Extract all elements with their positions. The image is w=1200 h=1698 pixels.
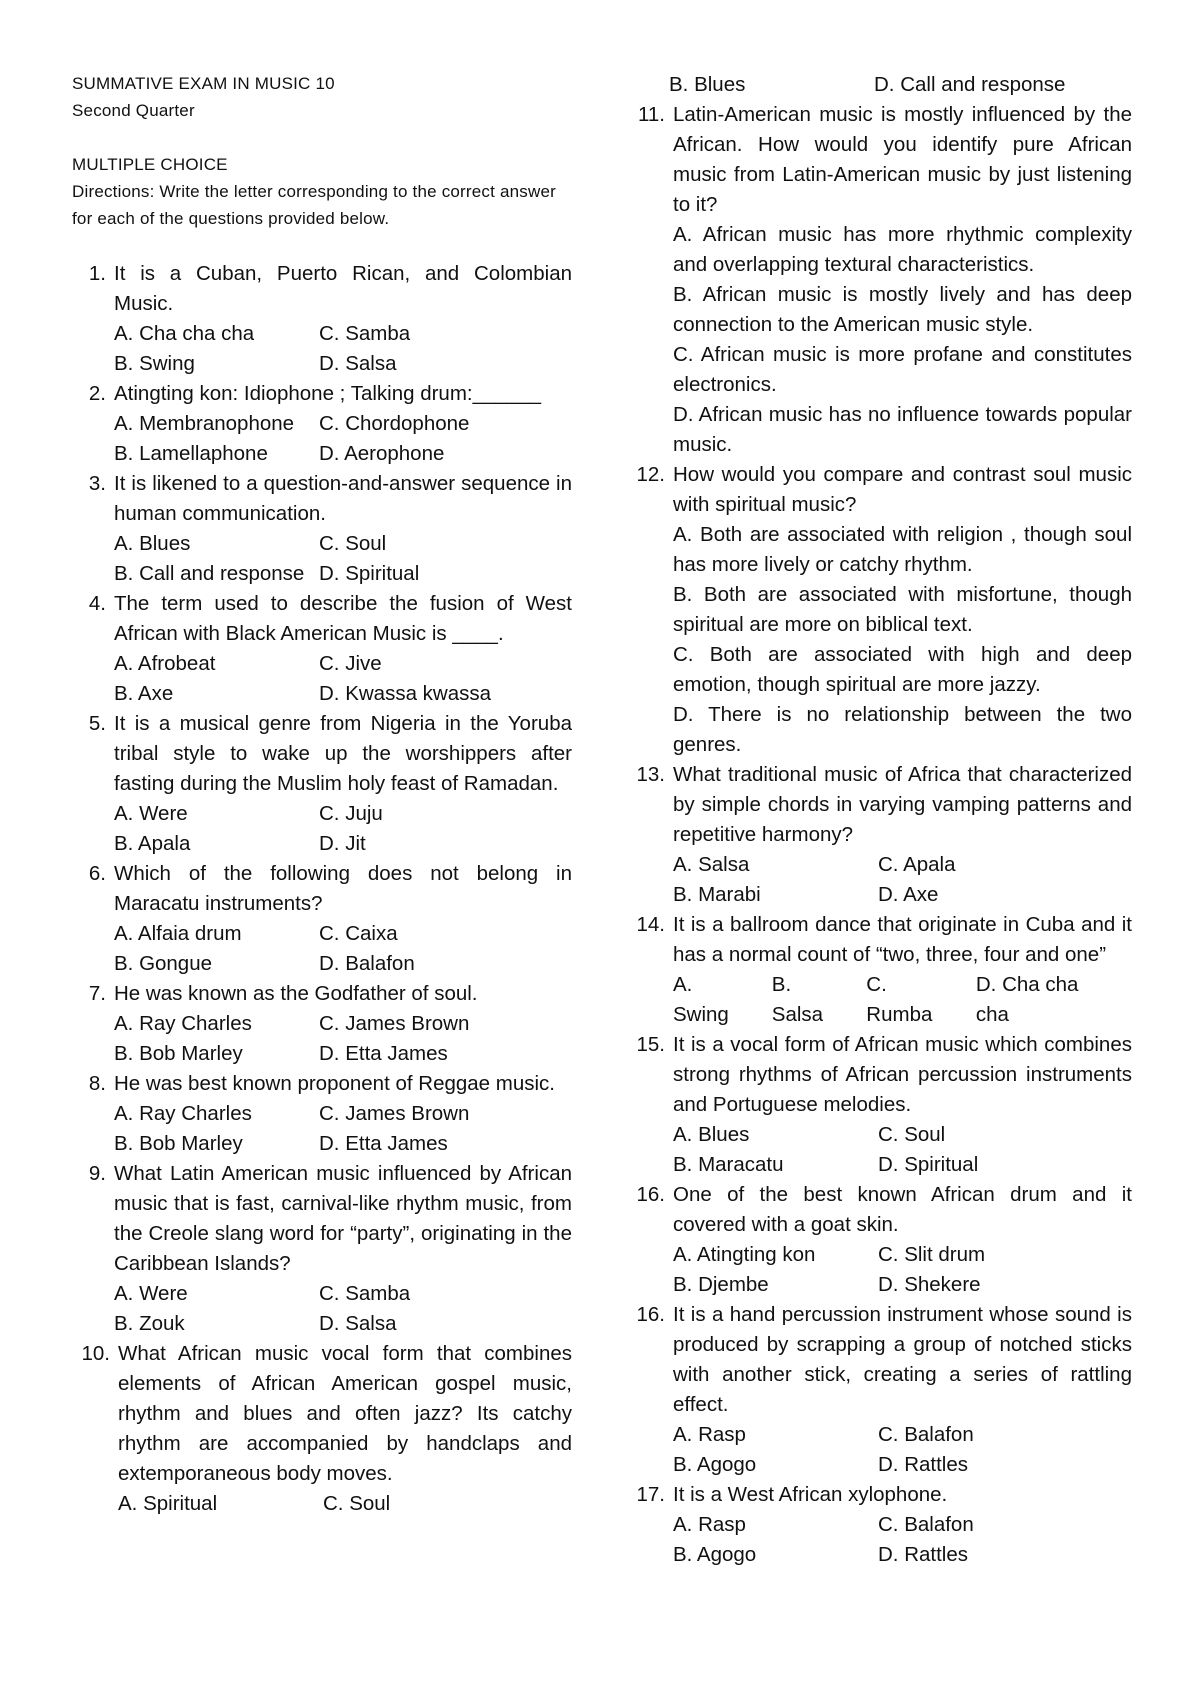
question-stem	[627, 1180, 1132, 1240]
answer-choice-row	[627, 700, 1132, 760]
question-number: 8.	[88, 1072, 106, 1095]
question-item	[627, 1030, 1132, 1180]
question-item	[72, 1339, 572, 1519]
question-number: 9.	[88, 1162, 106, 1185]
question-text: It is a musical genre from Nigeria in the Yoruba tribal style to wake up the worshippers after fasting during the Muslim holy feast of Ramadan.	[114, 712, 572, 795]
answer-choice: D. Spiritual	[319, 562, 420, 585]
answer-choice: B. Swing	[114, 352, 195, 375]
answer-choice: C. Juju	[319, 802, 383, 825]
answer-choice-row	[627, 220, 1132, 280]
answer-choice: C. Rumba	[866, 973, 933, 1026]
answer-choice: C. James Brown	[319, 1102, 470, 1125]
question-number: 6.	[88, 862, 106, 885]
question-text: It is a ballroom dance that originate in Cuba and it has a normal count of “two, three, four and one”	[673, 913, 1132, 966]
answer-choice: A. Swing	[673, 973, 729, 1026]
answer-choice-row	[72, 679, 572, 709]
answer-choice: D. Salsa	[319, 1312, 397, 1335]
answer-choice: A. Spiritual	[118, 1492, 218, 1515]
question-stem	[627, 1300, 1132, 1420]
question-text: It is a West African xylophone.	[673, 1483, 948, 1506]
answer-choice-row	[72, 1279, 572, 1309]
answer-choice: B. Axe	[114, 682, 174, 705]
question-item	[72, 589, 572, 709]
answer-choice: B. Both are associated with misfortune, though spiritual are more on biblical text.	[673, 583, 1132, 636]
answer-choice-row	[627, 280, 1132, 340]
section-title: MULTIPLE CHOICE	[72, 155, 228, 174]
answer-choice: B. Apala	[114, 832, 191, 855]
answer-choice-row	[627, 1120, 1132, 1150]
answer-choice: B. Gongue	[114, 952, 213, 975]
answer-choice: D. Etta James	[319, 1132, 448, 1155]
left-question-list	[72, 259, 572, 1519]
question-text: What traditional music of Africa that characterized by simple chords in varying vamping patterns and repetitive harmony?	[673, 763, 1132, 846]
question-text: It is a hand percussion instrument whose sound is produced by scrapping a group of notched sticks with another stick, creating a series of rattling effect.	[673, 1303, 1132, 1416]
answer-choice: D. Shekere	[878, 1273, 981, 1296]
answer-choice: A. Were	[114, 802, 188, 825]
answer-choice-row	[627, 400, 1132, 460]
answer-choice: C. Samba	[319, 322, 411, 345]
question-number: 11.	[638, 103, 665, 126]
answer-choice-row	[627, 1420, 1132, 1450]
question-item	[627, 460, 1132, 760]
right-question-list	[627, 70, 1132, 1570]
answer-choice: B. Call and response	[114, 562, 305, 585]
question-item	[72, 1159, 572, 1339]
answer-choice-row	[627, 580, 1132, 640]
answer-choice-row	[72, 1039, 572, 1069]
answer-choice: A. Membranophone	[114, 412, 295, 435]
question-number: 3.	[88, 472, 106, 495]
answer-choice: A. Ray Charles	[114, 1012, 252, 1035]
answer-choice: D. Etta James	[319, 1042, 448, 1065]
question-item	[627, 910, 1132, 1030]
question-text: How would you compare and contrast soul music with spiritual music?	[673, 463, 1132, 516]
question-stem	[72, 1339, 572, 1489]
answer-choice: A. Were	[114, 1282, 188, 1305]
answer-choice: D. Rattles	[878, 1543, 968, 1566]
answer-choice-row	[72, 1099, 572, 1129]
question-text: Latin-American music is mostly influenced by the African. How would you identify pure African music from Latin-American music by just listening to it?	[673, 103, 1132, 216]
answer-choice: A. Atingting kon	[673, 1243, 816, 1266]
question-number: 16.	[636, 1303, 665, 1326]
question-item	[627, 100, 1132, 460]
question-item	[72, 259, 572, 379]
answer-choice: B. Agogo	[673, 1453, 757, 1476]
question-text: It is a Cuban, Puerto Rican, and Colombian Music.	[114, 262, 572, 315]
question-text: Which of the following does not belong in Maracatu instruments?	[114, 862, 572, 915]
answer-choice: A. Afrobeat	[114, 652, 216, 675]
question-stem	[627, 100, 1132, 220]
answer-choice: D. Rattles	[878, 1453, 968, 1476]
answer-choice-row	[72, 319, 572, 349]
answer-choice-row	[627, 970, 1132, 1030]
question-item	[627, 760, 1132, 910]
question-number: 15.	[636, 1033, 665, 1056]
answer-choice-row	[72, 1489, 572, 1519]
answer-choice: A. Rasp	[673, 1423, 746, 1446]
question-text: He was best known proponent of Reggae music.	[114, 1072, 556, 1095]
answer-choice: A. African music has more rhythmic complexity and overlapping textural characteristics.	[673, 223, 1132, 276]
question-text: He was known as the Godfather of soul.	[114, 982, 478, 1005]
answer-choice: B. African music is mostly lively and has deep connection to the American music style.	[673, 283, 1132, 336]
answer-choice-row	[72, 439, 572, 469]
answer-choice: C. Samba	[319, 1282, 411, 1305]
answer-choice-row	[627, 1150, 1132, 1180]
answer-choice-row	[627, 880, 1132, 910]
question-number: 5.	[88, 712, 106, 735]
answer-choice-row	[72, 559, 572, 589]
answer-choice-row	[627, 1540, 1132, 1570]
answer-choice: D. Spiritual	[878, 1153, 979, 1176]
answer-choice: C. Balafon	[878, 1423, 974, 1446]
answer-choice: D. Axe	[878, 883, 939, 906]
question-stem	[627, 1030, 1132, 1120]
answer-choice: B. Bob Marley	[114, 1132, 243, 1155]
answer-choice: D. Aerophone	[319, 442, 445, 465]
answer-choice: B. Bob Marley	[114, 1042, 243, 1065]
answer-choice-row	[627, 1240, 1132, 1270]
answer-choice: C. Slit drum	[878, 1243, 986, 1266]
answer-choice-row	[72, 1009, 572, 1039]
answer-choice-row	[627, 850, 1132, 880]
question-stem	[627, 460, 1132, 520]
answer-choice-row	[627, 1450, 1132, 1480]
answer-choice: C. Both are associated with high and deep emotion, though spiritual are more jazzy.	[673, 643, 1132, 696]
question-item	[627, 1180, 1132, 1300]
answer-choice-row	[72, 799, 572, 829]
question-number: 10.	[81, 1342, 110, 1365]
answer-choice-row	[72, 829, 572, 859]
answer-choice: D. Cha cha cha	[975, 973, 1079, 1026]
answer-choice: A. Ray Charles	[114, 1102, 252, 1125]
answer-choice-row	[627, 340, 1132, 400]
answer-choice: D. Salsa	[319, 352, 397, 375]
answer-choice: C. African music is more profane and constitutes electronics.	[673, 343, 1132, 396]
left-column	[72, 70, 572, 1519]
question-item	[627, 70, 1132, 100]
answer-choice-row	[72, 919, 572, 949]
answer-choice-row	[72, 349, 572, 379]
answer-choice: D. African music has no influence towards popular music.	[673, 403, 1132, 456]
answer-choice: A. Cha cha cha	[114, 322, 255, 345]
question-number: 12.	[636, 463, 665, 486]
question-number: 13.	[636, 763, 665, 786]
answer-choice: C. Soul	[323, 1492, 391, 1515]
question-stem	[72, 859, 572, 919]
directions-text: Directions: Write the letter corresponding to the correct answer for each of the questions provided below.	[72, 182, 556, 228]
question-text: The term used to describe the fusion of West African with Black American Music is ____.	[114, 592, 572, 645]
answer-choice: D. There is no relationship between the two genres.	[673, 703, 1132, 756]
answer-choice: C. Soul	[319, 532, 387, 555]
question-stem	[72, 1159, 572, 1279]
answer-choice: C. Apala	[878, 853, 956, 876]
answer-choice: D. Balafon	[319, 952, 415, 975]
answer-choice: D. Call and response	[874, 73, 1066, 96]
question-text: What African music vocal form that combines elements of African American gospel music, rhythm and blues and often jazz? Its catchy rhythm are accompanied by handclaps and extemporaneous body moves.	[118, 1342, 572, 1485]
question-stem	[72, 589, 572, 649]
answer-choice: A. Alfaia drum	[114, 922, 242, 945]
answer-choice: B. Salsa	[771, 973, 824, 1026]
question-text: Atingting kon: Idiophone ; Talking drum:______	[114, 382, 542, 405]
question-stem	[627, 1480, 1132, 1510]
question-item	[72, 379, 572, 469]
question-item	[72, 709, 572, 859]
answer-choice: B. Maracatu	[673, 1153, 784, 1176]
question-item	[72, 979, 572, 1069]
question-number: 14.	[636, 913, 665, 936]
question-text: It is a vocal form of African music which combines strong rhythms of African percussion instruments and Portuguese melodies.	[673, 1033, 1132, 1116]
question-item	[72, 1069, 572, 1159]
answer-choice: C. James Brown	[319, 1012, 470, 1035]
question-number: 2.	[88, 382, 106, 405]
exam-title: SUMMATIVE EXAM IN MUSIC 10	[72, 74, 335, 93]
answer-choice-row	[627, 1270, 1132, 1300]
question-number: 1.	[88, 262, 106, 285]
answer-choice: C. Soul	[878, 1123, 946, 1146]
question-stem	[627, 910, 1132, 970]
question-item	[627, 1480, 1132, 1570]
question-item	[72, 859, 572, 979]
answer-choice-row	[72, 409, 572, 439]
question-stem	[72, 379, 572, 409]
answer-choice-row	[72, 949, 572, 979]
answer-choice: D. Jit	[319, 832, 366, 855]
answer-choice-row	[627, 1510, 1132, 1540]
answer-choice: C. Caixa	[319, 922, 398, 945]
answer-choice: C. Chordophone	[319, 412, 470, 435]
answer-choice: C. Balafon	[878, 1513, 974, 1536]
answer-choice-row	[72, 1309, 572, 1339]
question-stem	[72, 469, 572, 529]
answer-choice: A. Salsa	[673, 853, 750, 876]
question-text: What Latin American music influenced by African music that is fast, carnival-like rhythm music, from the Creole slang word for “party”, originating in the Caribbean Islands?	[114, 1162, 572, 1275]
question-stem	[627, 760, 1132, 850]
question-stem	[72, 709, 572, 799]
question-stem	[72, 259, 572, 319]
question-text: It is likened to a question-and-answer sequence in human communication.	[114, 472, 572, 525]
question-item	[627, 1300, 1132, 1480]
answer-choice: B. Marabi	[673, 883, 761, 906]
answer-choice-row	[72, 529, 572, 559]
answer-choice: C. Jive	[319, 652, 382, 675]
answer-choice: B. Zouk	[114, 1312, 185, 1335]
answer-choice-row	[627, 520, 1132, 580]
answer-choice-row	[627, 70, 1132, 100]
question-stem	[72, 1069, 572, 1099]
exam-quarter: Second Quarter	[72, 101, 195, 120]
right-column	[627, 70, 1132, 1570]
question-number: 4.	[88, 592, 106, 615]
answer-choice: A. Blues	[673, 1123, 750, 1146]
question-number: 7.	[88, 982, 106, 1005]
question-number: 16.	[636, 1183, 665, 1206]
question-number: 17.	[636, 1483, 665, 1506]
answer-choice: A. Rasp	[673, 1513, 746, 1536]
answer-choice: A. Both are associated with religion , though soul has more lively or catchy rhythm.	[673, 523, 1132, 576]
question-item	[72, 469, 572, 589]
question-stem	[72, 979, 572, 1009]
answer-choice: B. Blues	[669, 73, 746, 96]
answer-choice: B. Djembe	[673, 1273, 769, 1296]
answer-choice-row	[72, 1129, 572, 1159]
answer-choice: D. Kwassa kwassa	[319, 682, 492, 705]
question-text: One of the best known African drum and it covered with a goat skin.	[673, 1183, 1132, 1236]
answer-choice-row	[627, 640, 1132, 700]
answer-choice: A. Blues	[114, 532, 191, 555]
answer-choice-row	[72, 649, 572, 679]
answer-choice: B. Agogo	[673, 1543, 757, 1566]
answer-choice: B. Lamellaphone	[114, 442, 268, 465]
